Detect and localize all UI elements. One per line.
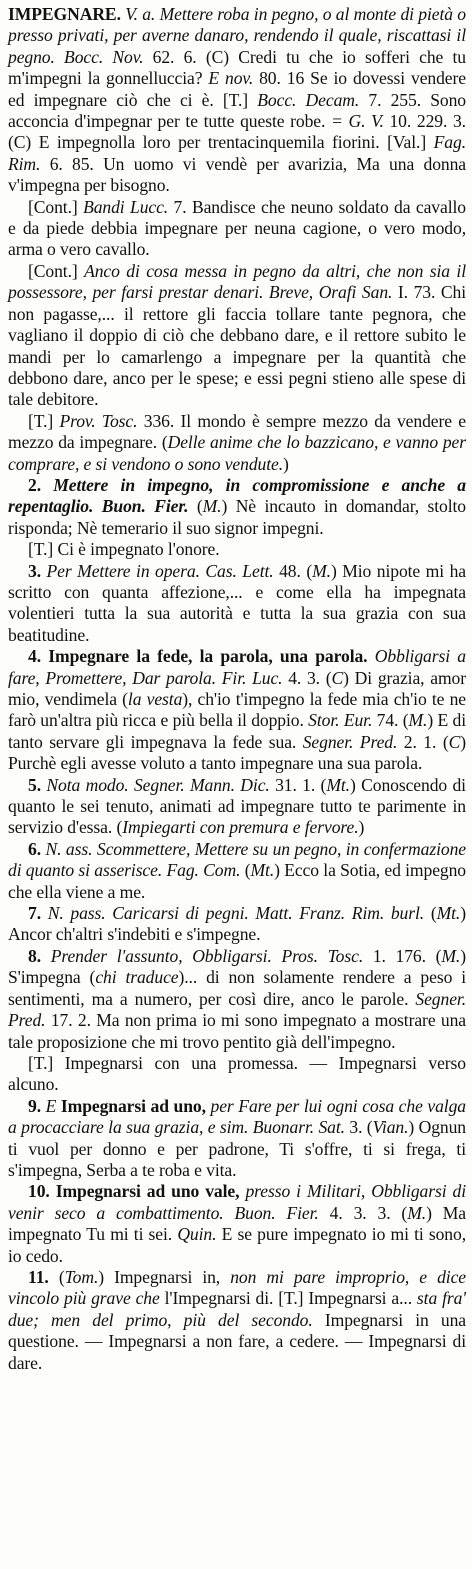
italic-text: Per Mettere in opera. Cas. Lett.	[46, 560, 274, 581]
text-segment: 62. 6. (C) Credi tu che io sofferi che tu m'impegni la gonnelluccia?	[8, 46, 466, 89]
text-segment: (	[240, 860, 251, 881]
text-segment: [Cont.]	[28, 260, 85, 281]
italic-text: E	[45, 1095, 57, 1116]
bold-text: Impegnarsi ad uno,	[60, 1095, 206, 1116]
text-segment: ) Ognun ti vuol per donno e per padrone, Ti s'offre, ti si frega, ti s'impegna, Serba a te roba e vita.	[8, 1117, 466, 1180]
text-segment: (	[188, 496, 203, 517]
bold-text: 2.	[28, 474, 41, 495]
text-segment: ) Conoscendo di quanto le sei tenuto, animati ad impegnare tutto te parimente in servizio d'essa. (	[8, 774, 466, 838]
italic-text: Tom.	[64, 1266, 99, 1287]
text-segment: [Cont.]	[28, 196, 84, 217]
text-segment	[41, 903, 48, 923]
italic-text: Vian.	[372, 1117, 409, 1138]
text-segment: Impegnarsi in una questione. — Impegnarsi a non fare, a cedere. — Impegnarsi di dare.	[8, 1309, 466, 1373]
italic-text: presso i Militari, Obbligarsi di venir seco a combattimento. Buon. Fier.	[8, 1181, 466, 1223]
text-segment: 4. 3. 3. (	[318, 1202, 408, 1223]
text-segment: l'Impegnarsi di. [T.] Impegnarsi a...	[159, 1288, 417, 1309]
text-segment: )	[283, 453, 289, 474]
italic-text: la vesta	[127, 689, 183, 709]
bold-text: 10. Impegnarsi ad uno vale,	[28, 1181, 240, 1202]
bold-text: 7.	[28, 903, 41, 924]
italic-text: M.	[312, 560, 331, 581]
text-segment: 17. 2. Ma non prima io mi sono impegnato a mostrare una tale proposizione che mi trovo pentito già dell'impegno.	[8, 1010, 466, 1052]
text-segment: ) E di tanto servare gli impegnava la fede sua.	[8, 710, 466, 752]
text-segment: ) Di grazia, amor mio, vendimela (	[8, 667, 466, 709]
entry-sense-paragraph	[8, 1096, 466, 1182]
text-segment: 80. 16 Se io dovessi vendere ed impegnare ciò che ci è. [T.]	[8, 68, 466, 110]
italic-text: Bandi Lucc.	[83, 196, 169, 217]
entry-sense-paragraph	[8, 197, 466, 261]
italic-text: Fag. Rim.	[8, 132, 466, 174]
italic-text: V. a. Mettere roba in pegno, o al monte di pietà o presso privati, per averne danaro, rendendo il quale, riscattasi il pegno. Bocc. Nov.	[8, 4, 466, 67]
dictionary-entry-impegnare	[8, 4, 466, 1374]
entry-sense-paragraph	[8, 903, 466, 946]
text-segment: )... di non solamente rendere a peso i sentimenti, ma a numero, per così dire, anco le parole.	[8, 967, 466, 1009]
bold-text: 6.	[28, 838, 41, 859]
italic-text: per Fare per lui ogni cosa che valga a procacciare la sua grazia, e sim. Buonarr. Sat.	[8, 1095, 466, 1138]
text-segment: ) Purchè egli avesse voluto a tanto impegnare una sua parola.	[8, 731, 466, 774]
text-segment: ) Ecco la Sotia, ed impegno che ella viene a me.	[8, 860, 466, 902]
text-segment: ) Ancor ch'altri s'indebiti e s'impegne.	[8, 903, 466, 945]
bold-text: IMPEGNARE.	[8, 4, 121, 24]
text-segment: )	[358, 817, 365, 838]
text-segment: [T.] Impegnarsi con una promessa. — Impegnarsi verso alcuno.	[8, 1052, 466, 1095]
bold-text: 4. Impegnare la fede, la parola, una parola.	[28, 646, 368, 667]
entry-sense-paragraph	[8, 1267, 466, 1374]
italic-text: M.	[408, 710, 428, 731]
entry-sense-paragraph	[8, 775, 466, 839]
entry-sense-paragraph	[8, 411, 466, 475]
text-segment: 74. (	[372, 710, 409, 731]
italic-text: C	[331, 667, 344, 688]
entry-sense-paragraph	[8, 475, 466, 539]
text-segment: E se pure impegnato io mi ti sono, io cedo.	[8, 1224, 466, 1266]
italic-text: M.	[407, 1202, 427, 1223]
italic-text: Nota modo. Segner. Mann. Dic.	[46, 774, 270, 795]
bold-text: 11.	[28, 1266, 49, 1287]
entry-sense-paragraph	[8, 1181, 466, 1267]
italic-text: non mi pare improprio, e dice vincolo più grave che	[8, 1266, 466, 1309]
text-segment: 7. 255. Sono acconcia d'impegnar per te tutte queste robe.	[8, 89, 466, 132]
text-segment: ) Mio nipote mi ha scritto con quanta affezione,... e come ella ha impegnata volentieri tutta la sua autorità e tutta la sua grazia con sua beatitudine.	[8, 560, 466, 645]
text-segment	[41, 946, 51, 966]
text-segment: (	[424, 903, 437, 924]
entry-sense-paragraph	[8, 946, 466, 1053]
text-segment: 336. Il mondo è sempre mezzo da vendere e mezzo da impegnare. (	[8, 410, 466, 453]
bold-text: 8.	[28, 945, 41, 966]
italic-text: = G. V.	[331, 111, 384, 132]
text-segment: 7. Bandisce che neuno soldato da cavallo e da piede debbia impegnare per neuna cagione, o vero modo, arma o vero cavallo.	[8, 196, 466, 260]
bold-text: 5.	[28, 774, 41, 795]
text-segment: [T.]	[28, 410, 60, 431]
italic-text: Obbligarsi a fare, Promettere, Dar parola. Fir. Luc.	[8, 646, 466, 688]
bold-text: 3.	[28, 560, 41, 581]
italic-text: Impiegarti con premura e fervore.	[122, 817, 359, 838]
entry-sense-paragraph	[8, 1053, 466, 1096]
text-segment: ) Nè incauto in domandar, stolto risponda; Nè temerario il suo signor impegni.	[8, 496, 467, 538]
italic-text: Delle anime che lo bazzicano, e vanno per comprare, e si vendono o sono vendute.	[8, 432, 466, 474]
italic-text: M.	[202, 496, 222, 517]
italic-text: M.	[441, 945, 461, 966]
italic-text: Stor. Eur.	[308, 710, 373, 731]
italic-text: Segner. Pred.	[8, 988, 466, 1031]
italic-text: Anco di cosa messa in pegno da altri, che non sia il possessore, per farsi prestar denari. Breve, Orafi San.	[8, 260, 466, 303]
italic-text: Mt.	[326, 774, 350, 795]
entry-sense-paragraph	[8, 839, 466, 903]
text-segment: 3. (	[344, 1117, 373, 1138]
entry-sense-paragraph	[8, 561, 466, 647]
text-segment: 10. 229. 3. (C) E impegnolla loro per trentacinquemila fiorini. [Val.]	[8, 111, 466, 153]
entry-headword-paragraph	[8, 4, 466, 197]
italic-text: Prender l'assunto, Obbligarsi. Pros. Tosc.	[50, 945, 364, 966]
text-segment: 2. 1. (	[397, 731, 449, 752]
italic-text: Prov. Tosc.	[59, 410, 138, 431]
text-segment: ) Impegnarsi in,	[98, 1266, 231, 1287]
italic-text: Segner. Pred.	[302, 731, 398, 752]
italic-text: N. ass. Scommettere, Mettere su un pegno, in confermazione di quanto si asserisce. Fag. Com.	[8, 838, 466, 881]
text-segment	[367, 646, 374, 666]
text-segment	[41, 475, 53, 495]
text-segment: ) S'impegna (	[8, 945, 466, 988]
text-segment: (	[48, 1266, 65, 1287]
text-segment: 6. 85. Un uomo vi vendè per avarizia, Ma una donna v'impegna per bisogno.	[8, 153, 466, 196]
bold-text: 9.	[28, 1095, 41, 1116]
italic-text: Bocc. Decam.	[257, 89, 360, 110]
text-segment: 1. 176. (	[363, 945, 442, 966]
italic-text: Mt.	[436, 903, 461, 924]
text-segment: ), ch'io t'impegno la fede mia ch'io te ne farò un'altra più ricca e più bella il doppio.	[8, 689, 466, 731]
italic-text: N. pass. Caricarsi di pegni. Matt. Franz. Rim. burl.	[47, 903, 425, 924]
text-segment: 31. 1. (	[269, 774, 327, 795]
italic-text: Quin.	[177, 1224, 217, 1245]
entry-sense-paragraph	[8, 646, 466, 774]
text-segment: 4. 3. (	[282, 667, 332, 688]
italic-text: E nov.	[208, 68, 254, 89]
italic-text: C	[448, 731, 461, 752]
entry-sense-paragraph	[8, 539, 466, 560]
text-segment: ) Ma impegnato Tu mi ti sei.	[8, 1202, 467, 1245]
text-segment: 48. (	[273, 560, 313, 581]
italic-text: Mt.	[250, 860, 275, 881]
italic-text: chi traduce	[95, 967, 179, 988]
italic-text: sta fra' due; men del primo, più del secondo.	[8, 1288, 466, 1330]
text-segment: [T.] Ci è impegnato l'onore.	[28, 539, 220, 560]
text-segment: I. 73. Chi non pagasse,... il rettore gli faccia tollare tante pegnora, che vagliano il doppio di ciò che debbano dare, e il rettore subito le mandi per lo camarlengo a impegnare per la quantità che debbono dare, anco per le spese; e essi pegni stieno alle spese di tale debitore.	[8, 282, 466, 410]
bold-italic-text: Mettere in impegno, in compromissione e anche a repentaglio. Buon. Fier.	[8, 474, 466, 517]
entry-sense-paragraph	[8, 261, 466, 411]
